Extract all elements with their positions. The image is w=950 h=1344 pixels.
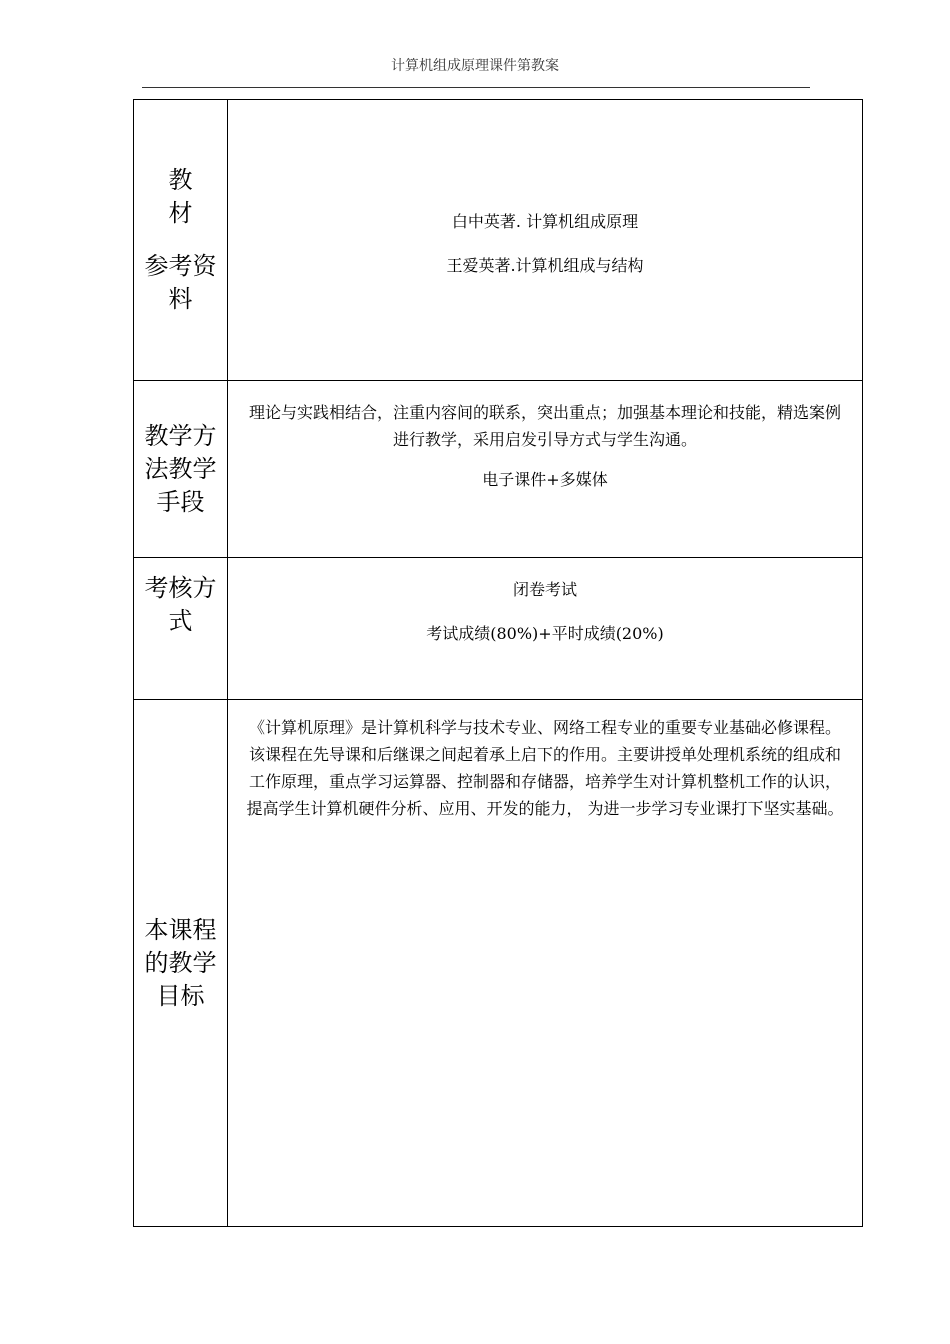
- label-cell-methods: [134, 381, 228, 558]
- reference-item: 王爱英著.计算机组成与结构: [446, 256, 644, 275]
- label-line: 考核方: [144, 574, 217, 602]
- header-divider: [142, 87, 810, 88]
- label-cell-assessment: [134, 558, 228, 700]
- label-line: 手段: [156, 487, 205, 516]
- reference-item: 白中英著. 计算机组成原理: [451, 212, 639, 231]
- content-cell-textbook: [228, 100, 863, 381]
- table-row-methods: [134, 381, 863, 558]
- label-line: 法教学: [144, 454, 217, 483]
- label-line: 教学方: [144, 421, 217, 450]
- content-cell-assessment: [228, 558, 863, 700]
- label-line: 式: [168, 607, 193, 635]
- label-line: 本课程: [144, 915, 217, 944]
- page-header-title: 计算机组成原理课件第教案: [391, 58, 559, 74]
- content-cell-objectives: [228, 700, 863, 1227]
- label-line: 教: [168, 166, 193, 194]
- label-cell-textbook: [134, 100, 228, 381]
- label-line: 目标: [156, 981, 205, 1010]
- methods-paragraph: 理论与实践相结合，注重内容间的联系，突出重点；加强基本理论和技能，精选案例进行教学，采用启发引导方式与学生沟通。: [248, 403, 841, 449]
- assessment-type: 闭卷考试: [512, 580, 577, 599]
- label-line: 的教学: [144, 948, 217, 977]
- course-info-table: [133, 99, 863, 1227]
- label-line: 料: [168, 285, 193, 313]
- assessment-grading: 考试成绩(80%)+平时成绩(20%): [426, 624, 664, 643]
- content-cell-methods: [228, 381, 863, 558]
- objectives-paragraph: 《计算机原理》是计算机科学与技术专业、网络工程专业的重要专业基础必修课程。该课程在先导课和后继课之间起着承上启下的作用。主要讲授单处理机系统的组成和工作原理，重点学习运算器、控制器和存储器，培养学生对计算机整机工作的认识，提高学生计算机硬件分析、应用、开发的能力， 为进一步学习专业课打下坚实基础。: [246, 718, 844, 818]
- label-line: 材: [168, 199, 193, 227]
- table-row-assessment: [134, 558, 863, 700]
- label-cell-objectives: [134, 700, 228, 1227]
- methods-media: 电子课件+多媒体: [482, 470, 608, 489]
- table-row-textbook: [134, 100, 863, 381]
- table-row-objectives: [134, 700, 863, 1227]
- label-line: 参考资: [144, 252, 217, 280]
